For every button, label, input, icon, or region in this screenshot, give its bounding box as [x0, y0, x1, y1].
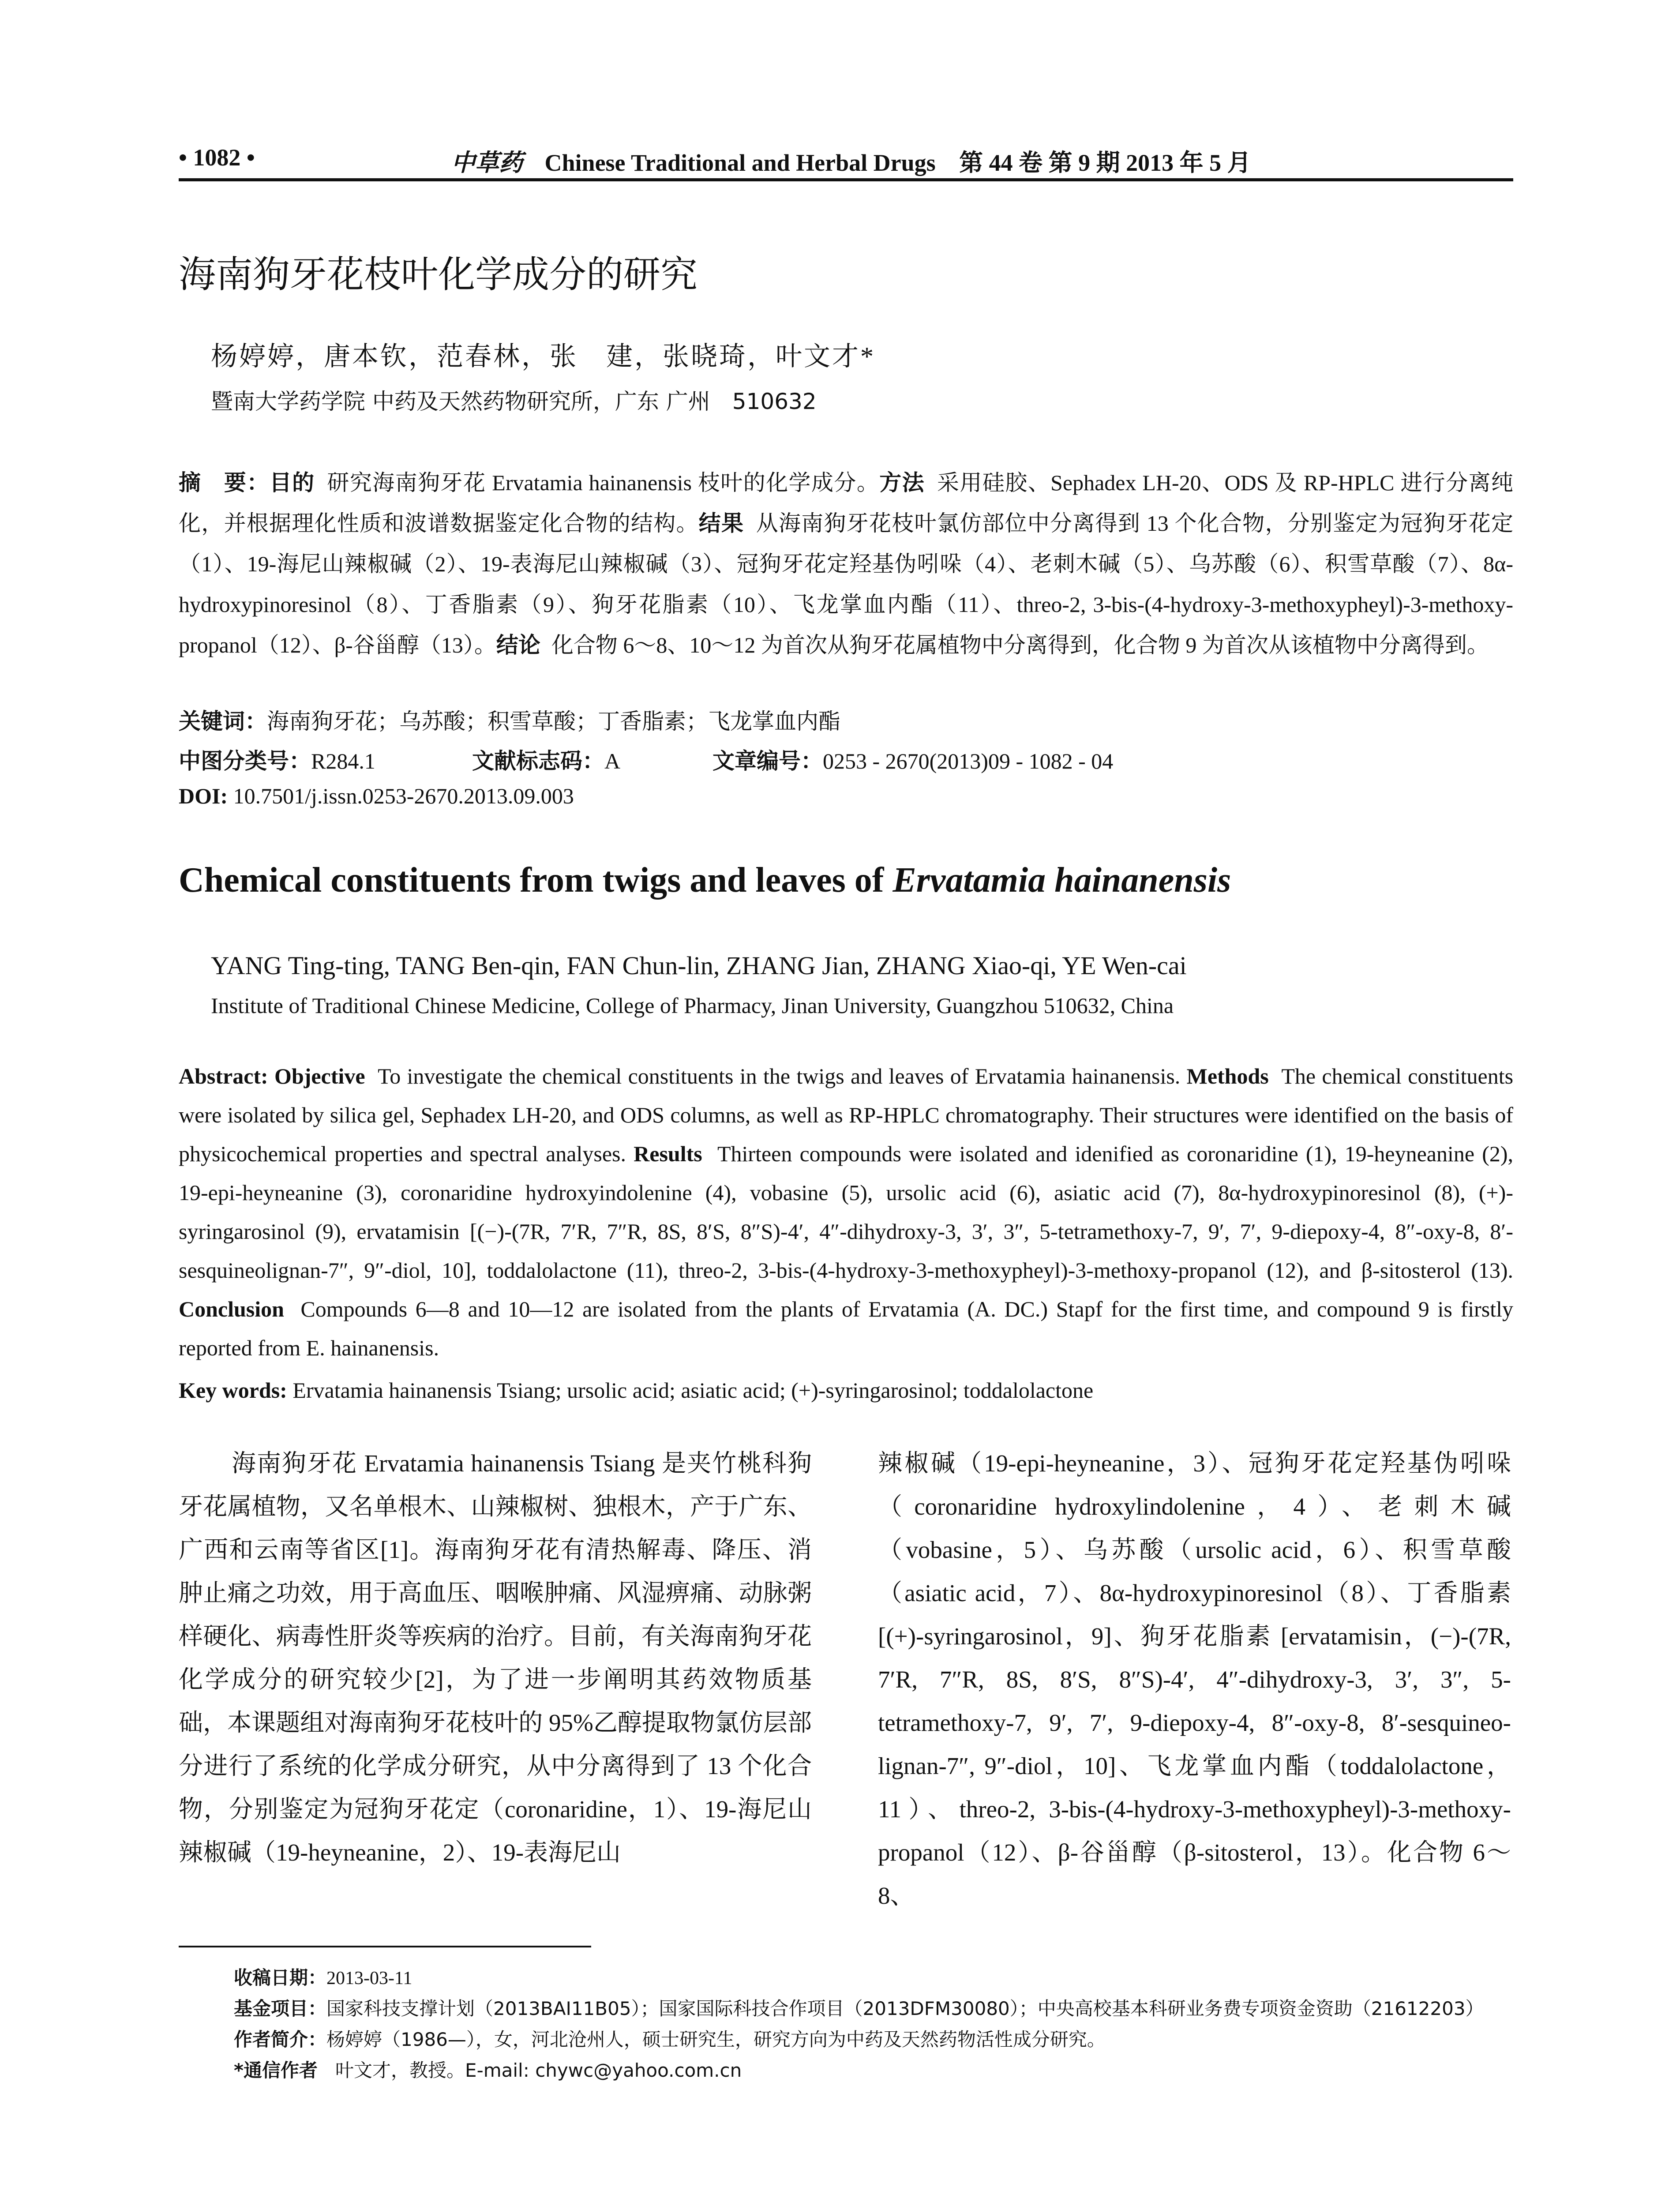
authors-en: YANG Ting-ting, TANG Ben-qin, FAN Chun-lin, ZHANG Jian, ZHANG Xiao-qi, YE Wen-cai — [211, 951, 1187, 980]
footnote-received — [234, 1963, 412, 1990]
body-right-column: 辣椒碱（19-epi-heyneanine，3）、冠狗牙花定羟基伪吲哚（coronaridine hydroxylindolenine，4）、老刺木碱（vobasine，5）、乌苏酸（ursolic acid，6）、积雪草酸（asiatic acid，7）、8α-hydroxypinoresinol（8）、丁香脂素 [(+)-syringarosinol，9]、狗牙花脂素 [ervatamisin，(−)-(7R, 7′R, 7″R, 8S, 8′S, 8″S)-4′, 4″-dihydroxy-3, 3′, 3″, 5-tetramethoxy-7, 9′, 7′, 9-diepoxy-4, 8″-oxy-8, 8′-sesquineo-lignan-7″, 9″-diol，10]、飞龙掌血内酯（toddalolactone，11）、threo-2, 3-bis-(4-hydroxy-3-methoxypheyl)-3-methoxy-propanol（12）、β-谷甾醇（β-sitosterol，13）。化合物 6～8、 — [878, 1450, 1511, 1909]
abstract-en — [179, 1057, 1513, 1367]
running-header — [179, 140, 1513, 180]
doi-label: DOI: — [179, 784, 228, 808]
keywords-en-label: Key words: — [179, 1378, 287, 1403]
title-en-main: Chemical constituents from twigs and leaves of — [179, 861, 884, 900]
footnote-corresponding-value: 叶文才，教授。E-mail: chywc@yahoo.com.cn — [335, 2060, 742, 2081]
footnote-received-value: 2013-03-11 — [326, 1968, 412, 1988]
keywords-cn-label: 关键词： — [179, 709, 267, 734]
abstract-en-conclusion: Compounds 6—8 and 10—12 are isolated from the plants of Ervatamia (A. DC.) Stapf for the first time, and compound 9 is firstly reported from E. hainanensis. — [179, 1297, 1513, 1360]
doi-link[interactable]: 10.7501/j.issn.0253-2670.2013.09.003 — [233, 784, 574, 808]
footnote-fund-label: 基金项目： — [234, 1998, 327, 2019]
abstract-en-objective: To investigate the chemical constituents in the twigs and leaves of Ervatamia hainanensis. — [378, 1064, 1181, 1088]
doc-code-label: 文献标志码： — [472, 748, 604, 774]
article-id-label: 文章编号： — [712, 748, 823, 774]
header-rule — [179, 178, 1513, 181]
footnote-author — [234, 2025, 1106, 2052]
keywords-en-text: Ervatamia hainanensis Tsiang; ursolic acid; asiatic acid; (+)-syringarosinol; toddalolactone — [292, 1378, 1094, 1403]
abstract-en-methods: The chemical constituents were isolated by silica gel, Sephadex LH-20, and ODS columns, as well as RP-HPLC chromatography. Their structures were identified on the basis of physicochemical properties and spectral analyses. — [179, 1064, 1514, 1166]
body-left-column: 海南狗牙花 Ervatamia hainanensis Tsiang 是夹竹桃科狗牙花属植物，又名单根木、山辣椒树、独根木，产于广东、广西和云南等省区[1]。海南狗牙花有清热解毒、降压、消肿止痛之功效，用于高血压、咽喉肿痛、风湿痹痛、动脉粥样硬化、病毒性肝炎等疾病的治疗。目前，有关海南狗牙花化学成分的研究较少[2]，为了进一步阐明其药效物质基础，本课题组对海南狗牙花枝叶的 95%乙醇提取物氯仿层部分进行了系统的化学成分研究，从中分离得到了 13 个化合物，分别鉴定为冠狗牙花定（coronaridine，1）、19-海尼山辣椒碱（19-heyneanine，2）、19-表海尼山 — [179, 1450, 812, 1866]
doc-code-value: A — [604, 749, 621, 773]
abstract-cn-conclusion-label: 结论 — [496, 632, 540, 658]
footnote-corresponding-label: *通信作者 — [234, 2060, 318, 2081]
footnote-fund-value: 国家科技支撑计划（2013BAI11B05）；国家国际科技合作项目（2013DFM30080）；中央高校基本科研业务费专项资金资助（21612203） — [326, 1998, 1484, 2019]
footnote-rule — [179, 1946, 591, 1947]
footnote-received-label: 收稿日期： — [234, 1967, 327, 1988]
journal-name-en: Chinese Traditional and Herbal Drugs — [544, 150, 936, 176]
footnote-author-label: 作者简介： — [234, 2029, 327, 2050]
keywords-en — [179, 1377, 1093, 1403]
authors-cn: 杨婷婷，唐本钦，范春林，张 建，张晓琦，叶文才* — [211, 342, 875, 371]
affiliation-cn: 暨南大学药学院 中药及天然药物研究所，广东 广州 510632 — [211, 389, 817, 414]
title-en — [179, 860, 1231, 900]
footnote-fund — [234, 1994, 1484, 2021]
abstract-cn-results-label: 结果 — [698, 510, 744, 536]
abstract-en-results-label: Results — [634, 1141, 702, 1166]
footnote-author-value: 杨婷婷（1986—），女，河北沧州人，硕士研究生，研究方向为中药及天然药物活性成分研究。 — [326, 2029, 1106, 2050]
abstract-en-conclusion-label: Conclusion — [179, 1297, 284, 1321]
affiliation-en: Institute of Traditional Chinese Medicine, College of Pharmacy, Jinan University, Guangzhou 510632, China — [211, 993, 1174, 1018]
abstract-cn-label: 摘 要： — [179, 470, 270, 495]
keywords-cn — [179, 704, 840, 735]
abstract-cn-results: 从海南狗牙花枝叶氯仿部位中分离得到 13 个化合物，分别鉴定为冠狗牙花定（1）、19-海尼山辣椒碱（2）、19-表海尼山辣椒碱（3）、冠狗牙花定羟基伪吲哚（4）、老刺木碱（5）、乌苏酸（6）、积雪草酸（7）、8α-hydroxypinoresinol（8）、丁香脂素（9）、狗牙花脂素（10）、飞龙掌血内酯（11）、threo-2, 3-bis-(4-hydroxy-3-methoxypheyl)-3-methoxy-propanol（12）、β-谷甾醇（13）。 — [179, 511, 1513, 657]
doi-line — [179, 783, 574, 809]
classification-line — [179, 743, 1113, 775]
abstract-cn-methods-label: 方法 — [879, 470, 925, 495]
abstract-cn-objective: 研究海南狗牙花 Ervatamia hainanensis 枝叶的化学成分。 — [327, 470, 880, 495]
abstract-en-results: Thirteen compounds were isolated and idenified as coronaridine (1), 19-heyneanine (2), 19-epi-heyneanine (3), coronaridine hydroxyindolenine (4), vobasine (5), ursolic acid (6), asiatic acid (7), 8α-hydroxypinoresinol (8), (+)-syringarosinol (9), ervatamisin [(−)-(7R, 7′R, 7″R, 8S, 8′S, 8″S)-4′, 4″-dihydroxy-3, 3′, 3″, 5-tetramethoxy-7, 9′, 7′, 9-diepoxy-4, 8″-oxy-8, 8′-sesquineolignan-7″, 9″-diol, 10], toddalolactone (11), threo-2, 3-bis-(4-hydroxy-3-methoxypheyl)-3-methoxy-propanol (12), and β-sitosterol (13). — [179, 1141, 1513, 1283]
clc-label: 中图分类号： — [179, 748, 311, 774]
title-cn: 海南狗牙花枝叶化学成分的研究 — [179, 253, 698, 296]
clc-value: R284.1 — [311, 749, 375, 773]
article-id-value: 0253 - 2670(2013)09 - 1082 - 04 — [823, 749, 1114, 773]
abstract-cn-objective-label: 目的 — [269, 470, 315, 495]
journal-issue: 第 44 卷 第 9 期 2013 年 5 月 — [959, 150, 1251, 176]
abstract-cn — [179, 462, 1513, 665]
journal-name — [451, 144, 1251, 178]
abstract-cn-conclusion: 化合物 6～8、10～12 为首次从狗牙花属植物中分离得到，化合物 9 为首次从该植物中分离得到。 — [551, 633, 1489, 657]
abstract-en-methods-label: Methods — [1186, 1064, 1269, 1088]
page-number: • 1082 • — [179, 144, 255, 171]
footnote-corresponding — [234, 2056, 742, 2082]
journal-name-cn: 中草药 — [451, 149, 523, 176]
title-en-species: Ervatamia hainanensis — [892, 861, 1231, 900]
keywords-cn-text: 海南狗牙花；乌苏酸；积雪草酸；丁香脂素；飞龙掌血内酯 — [267, 709, 840, 734]
abstract-en-objective-label: Objective — [274, 1064, 365, 1088]
abstract-cn-methods: 采用硅胶、Sephadex LH-20、ODS 及 RP-HPLC 进行分离纯化，并根据理化性质和波谱数据鉴定化合物的结构。 — [179, 470, 1514, 536]
abstract-en-label: Abstract: — [179, 1064, 268, 1088]
